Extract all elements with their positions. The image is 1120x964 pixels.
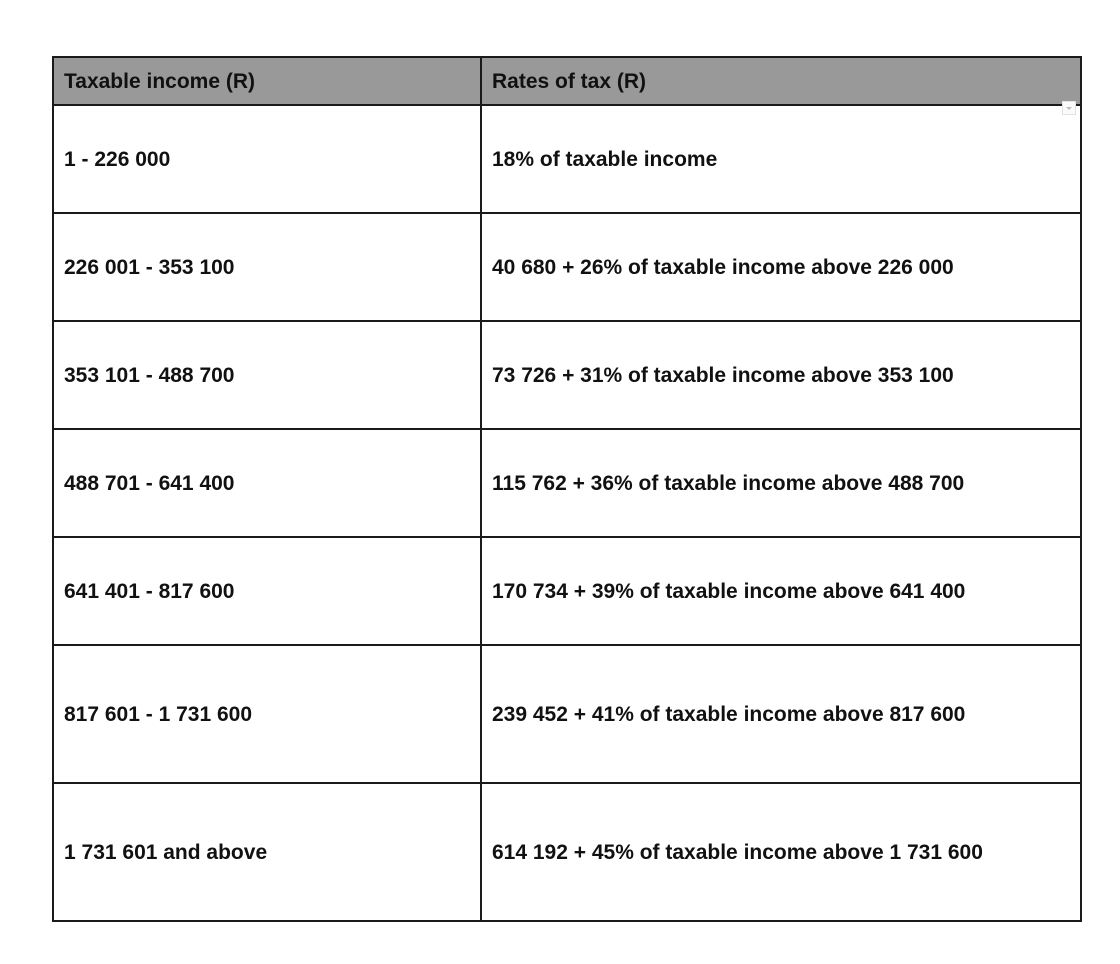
income-cell: 488 701 - 641 400 (53, 429, 481, 537)
rate-text: 18% of taxable income (492, 147, 718, 171)
rate-cell (481, 105, 1081, 213)
rate-cell: 614 192 + 45% of taxable income above 1 731 600 (481, 783, 1081, 921)
income-cell: 1 731 601 and above (53, 783, 481, 921)
header-taxable-income: Taxable income (R) (53, 57, 481, 105)
rate-cell: 170 734 + 39% of taxable income above 641 400 (481, 537, 1081, 645)
table-row (53, 321, 1081, 429)
table-row (53, 105, 1081, 213)
rate-cell: 239 452 + 41% of taxable income above 817 600 (481, 645, 1081, 783)
rate-cell: 40 680 + 26% of taxable income above 226 000 (481, 213, 1081, 321)
dropdown-arrow-icon[interactable] (1062, 101, 1076, 115)
income-cell: 353 101 - 488 700 (53, 321, 481, 429)
header-row (53, 57, 1081, 105)
table-row (53, 213, 1081, 321)
rate-cell: 115 762 + 36% of taxable income above 488 700 (481, 429, 1081, 537)
header-rates-of-tax: Rates of tax (R) (481, 57, 1081, 105)
income-cell: 226 001 - 353 100 (53, 213, 481, 321)
table-row (53, 783, 1081, 921)
table-row (53, 429, 1081, 537)
table-row (53, 645, 1081, 783)
tax-rates-table (52, 56, 1082, 922)
table-row (53, 537, 1081, 645)
income-cell: 1 - 226 000 (53, 105, 481, 213)
income-cell: 817 601 - 1 731 600 (53, 645, 481, 783)
income-cell: 641 401 - 817 600 (53, 537, 481, 645)
rate-cell: 73 726 + 31% of taxable income above 353 100 (481, 321, 1081, 429)
